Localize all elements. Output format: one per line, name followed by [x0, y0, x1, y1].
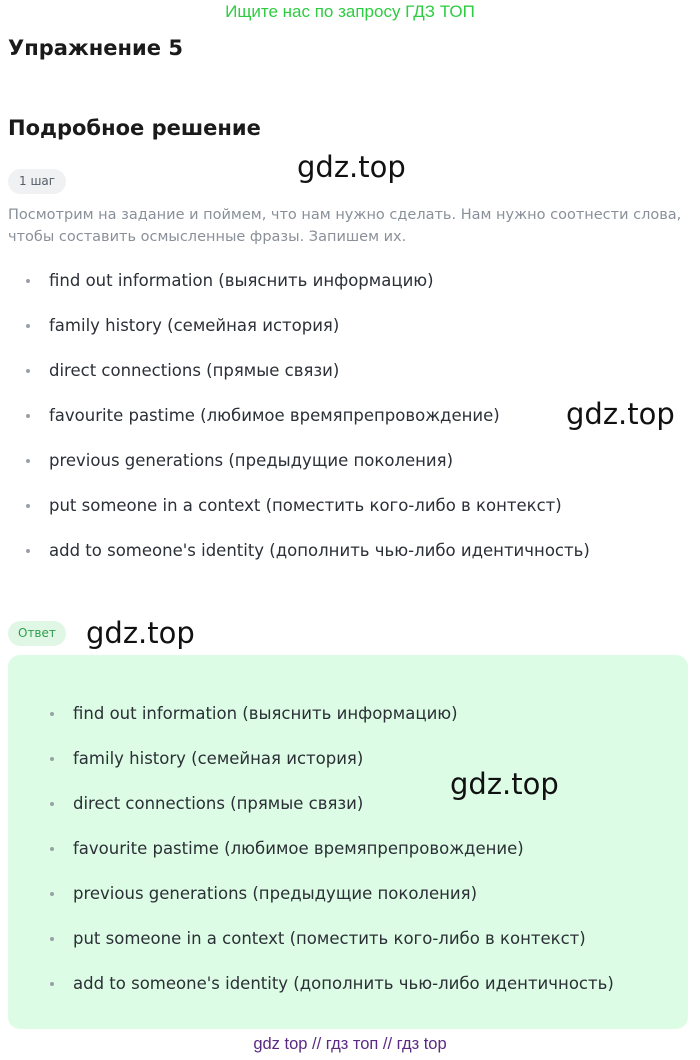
bullet-icon — [50, 712, 54, 716]
step-badge: 1 шаг — [8, 169, 66, 194]
list-item-text: favourite pastime (любимое времяпрепровождение) — [49, 406, 500, 425]
bullet-icon — [26, 279, 30, 283]
bullet-icon — [26, 504, 30, 508]
bullet-icon — [26, 324, 30, 328]
bullet-icon — [26, 369, 30, 373]
watermark: gdz.top — [566, 397, 675, 431]
list-item-text: favourite pastime (любимое времяпрепровождение) — [73, 839, 524, 858]
bullet-icon — [50, 802, 54, 806]
footer: gdz top // гдз топ // гдз top — [253, 1035, 447, 1053]
bullet-icon — [50, 982, 54, 986]
watermark: gdz.top — [450, 767, 559, 801]
list-item-text: family history (семейная история) — [73, 749, 364, 768]
bullet-icon — [26, 414, 30, 418]
list-item-text: put someone in a context (поместить кого-либо в контекст) — [49, 496, 562, 515]
list-item-text: direct connections (прямые связи) — [49, 361, 340, 380]
solution-title: Подробное решение — [8, 116, 261, 140]
bullet-icon — [50, 937, 54, 941]
list-item-text: put someone in a context (поместить кого-либо в контекст) — [73, 929, 586, 948]
bullet-icon — [50, 892, 54, 896]
list-item-text: find out information (выяснить информацию) — [73, 704, 458, 723]
exercise-title: Упражнение 5 — [8, 36, 183, 60]
watermark: gdz.top — [86, 616, 195, 650]
bullet-icon — [26, 549, 30, 553]
bullet-icon — [50, 757, 54, 761]
bullet-icon — [50, 847, 54, 851]
list-item-text: family history (семейная история) — [49, 316, 340, 335]
solution-intro: Посмотрим на задание и поймем, что нам нужно сделать. Нам нужно соотнести слова, чтобы составить осмысленные фразы. Запишем их. — [8, 207, 682, 245]
watermark: gdz.top — [297, 150, 406, 184]
top-banner: Ищите нас по запросу ГДЗ ТОП — [225, 2, 475, 21]
list-item-text: previous generations (предыдущие поколения) — [49, 451, 454, 470]
list-item-text: add to someone's identity (дополнить чью-либо идентичность) — [49, 541, 590, 560]
answer-badge: Ответ — [8, 621, 66, 646]
list-item-text: find out information (выяснить информацию) — [49, 271, 434, 290]
list-item-text: add to someone's identity (дополнить чью-либо идентичность) — [73, 974, 614, 993]
list-item-text: previous generations (предыдущие поколения) — [73, 884, 478, 903]
bullet-icon — [26, 459, 30, 463]
list-item-text: direct connections (прямые связи) — [73, 794, 364, 813]
